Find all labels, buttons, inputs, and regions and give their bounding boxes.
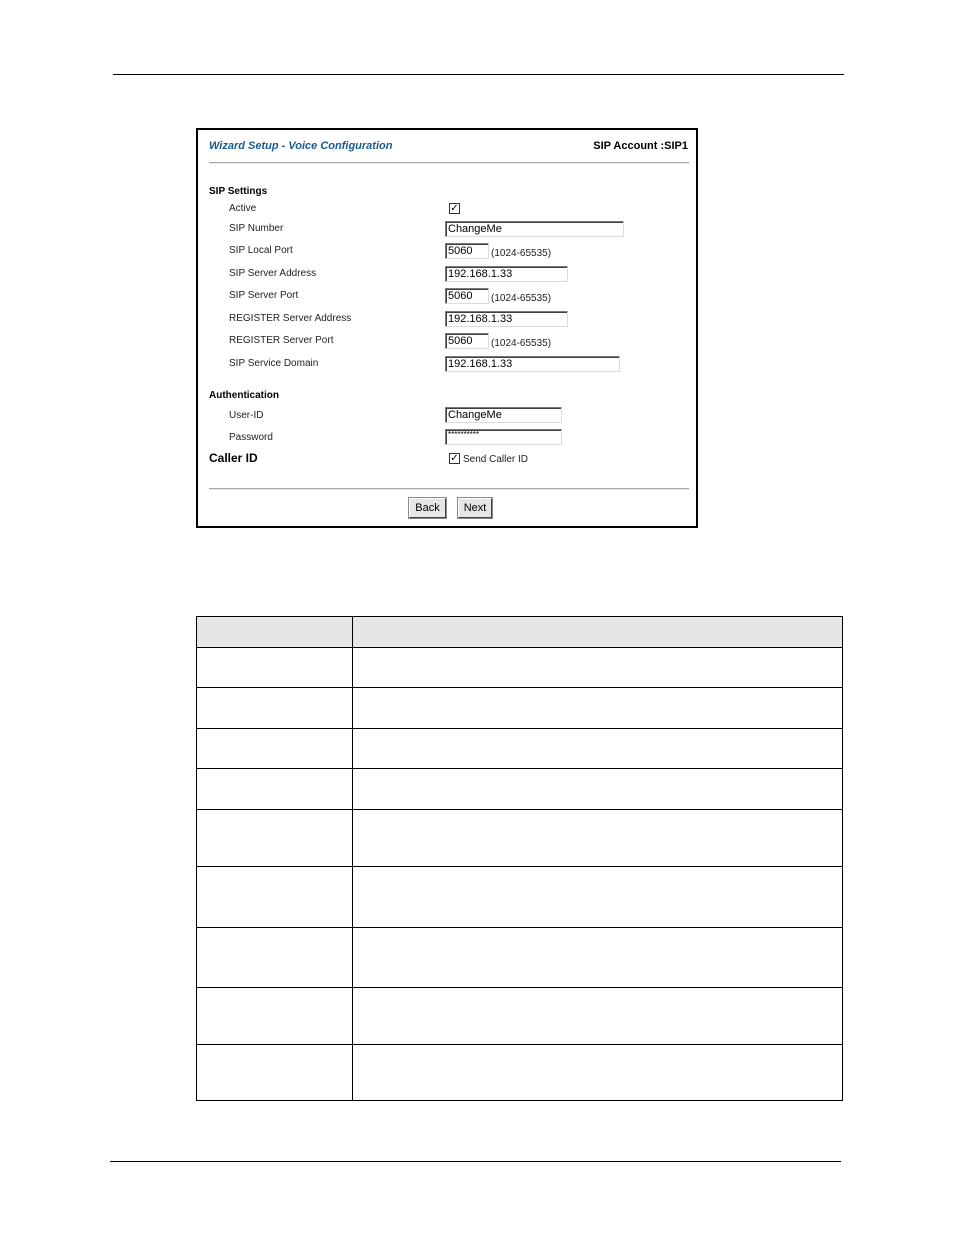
sip-number-input[interactable]: ChangeMe (445, 221, 624, 237)
table-cell (353, 810, 843, 867)
register-server-address-input[interactable]: 192.168.1.33 (445, 311, 568, 327)
sip-service-domain-input[interactable]: 192.168.1.33 (445, 356, 620, 372)
table-cell (197, 810, 353, 867)
table-row (197, 729, 843, 769)
register-server-address-label: REGISTER Server Address (229, 313, 352, 324)
sip-local-port-input[interactable]: 5060 (445, 243, 489, 259)
caller-id-heading: Caller ID (209, 451, 258, 465)
table-cell (353, 988, 843, 1045)
table-row (197, 1045, 843, 1101)
table-cell (353, 769, 843, 810)
send-caller-id-label: Send Caller ID (463, 454, 529, 465)
table-row (197, 867, 843, 928)
sip-local-port-label: SIP Local Port (229, 245, 293, 256)
next-button[interactable]: Next (458, 498, 492, 518)
table-cell (353, 1045, 843, 1101)
active-checkbox[interactable]: ✓ (450, 203, 459, 214)
table-header-row (197, 617, 843, 648)
sip-server-port-range: (1024-65535) (491, 293, 552, 304)
table-cell (197, 928, 353, 988)
table-row (197, 769, 843, 810)
sip-server-address-label: SIP Server Address (229, 268, 317, 279)
table-cell (353, 928, 843, 988)
table-row (197, 688, 843, 729)
table-cell (197, 1045, 353, 1101)
header-rule (113, 74, 844, 75)
table-header-cell (353, 617, 843, 648)
sip-local-port-range: (1024-65535) (491, 248, 552, 259)
sip-server-port-label: SIP Server Port (229, 290, 299, 301)
sip-number-label: SIP Number (229, 223, 284, 234)
table-cell (353, 729, 843, 769)
table-row (197, 810, 843, 867)
footer-divider (209, 488, 689, 490)
register-server-port-label: REGISTER Server Port (229, 335, 334, 346)
user-id-input[interactable]: ChangeMe (445, 407, 562, 423)
table-header-cell (197, 617, 353, 648)
table-cell (197, 648, 353, 688)
register-server-port-range: (1024-65535) (491, 338, 552, 349)
sip-service-domain-label: SIP Service Domain (229, 358, 319, 369)
table-cell (353, 867, 843, 928)
table-row (197, 928, 843, 988)
sip-account-label: SIP Account :SIP1 (593, 140, 688, 152)
back-button[interactable]: Back (409, 498, 446, 518)
table-cell (197, 867, 353, 928)
table-cell (197, 688, 353, 729)
wizard-title: Wizard Setup - Voice Configuration (209, 140, 393, 152)
user-id-label: User-ID (229, 410, 264, 421)
active-label: Active (229, 203, 257, 214)
sip-settings-heading: SIP Settings (209, 186, 268, 197)
sip-server-address-input[interactable]: 192.168.1.33 (445, 266, 568, 282)
table-cell (353, 688, 843, 729)
table-cell (197, 988, 353, 1045)
authentication-heading: Authentication (209, 390, 279, 401)
description-table (196, 616, 843, 1101)
footer-rule (110, 1161, 841, 1162)
table-cell (353, 648, 843, 688)
table-row (197, 648, 843, 688)
password-input[interactable]: ********** (445, 429, 562, 445)
wizard-panel (196, 128, 698, 528)
title-divider (209, 162, 689, 164)
register-server-port-input[interactable]: 5060 (445, 333, 489, 349)
table-cell (197, 729, 353, 769)
send-caller-id-checkbox[interactable]: ✓ (450, 453, 459, 464)
sip-server-port-input[interactable]: 5060 (445, 288, 489, 304)
table-cell (197, 769, 353, 810)
password-label: Password (229, 432, 273, 443)
table-row (197, 988, 843, 1045)
